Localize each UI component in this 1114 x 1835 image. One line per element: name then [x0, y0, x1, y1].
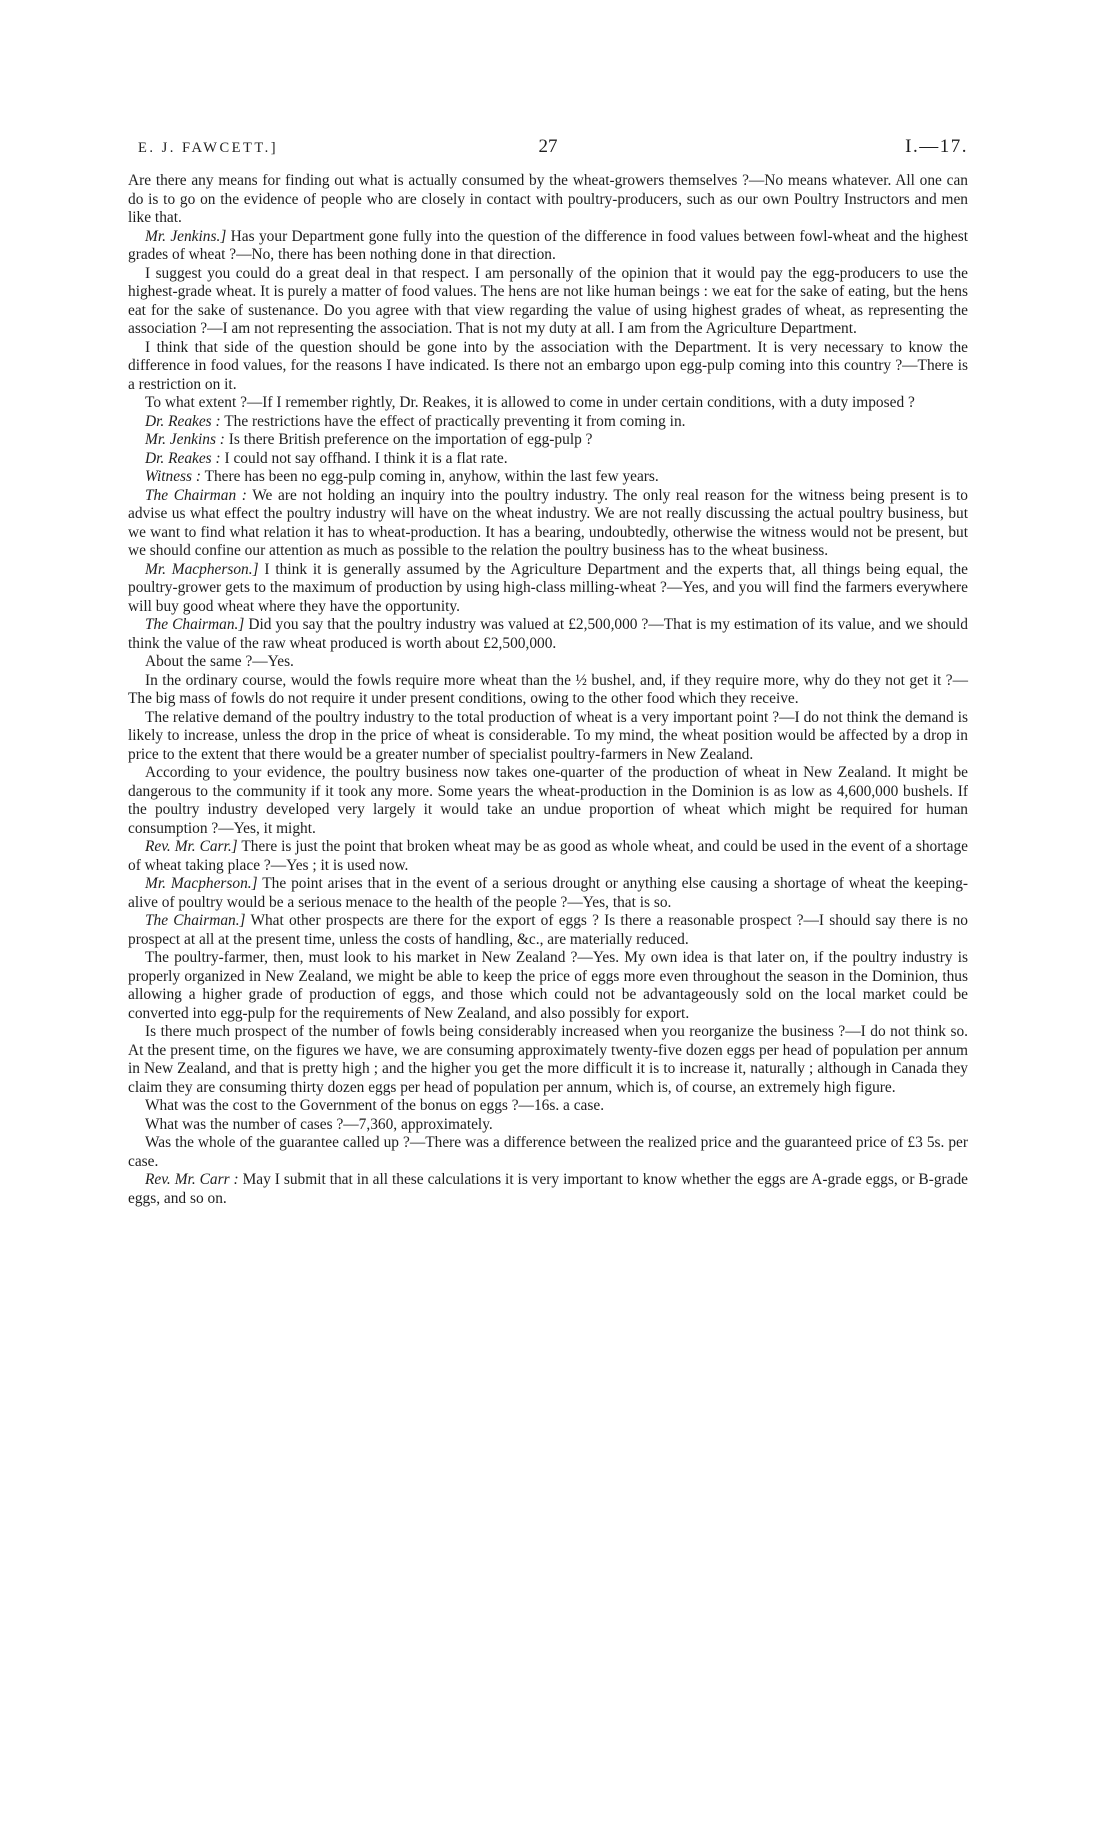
paragraph-text: To what extent ?—If I remember rightly, Dr. Reakes, it is allowed to come in under certain conditions, with a duty imposed ?	[145, 394, 915, 411]
paragraph-text: Did you say that the poultry industry was valued at £2,500,000 ?—That is my estimation of its value, and we should think the value of the raw wheat produced is worth about £2,500,000.	[128, 616, 969, 652]
paragraph	[128, 228, 968, 265]
paragraph-text: What was the cost to the Government of the bonus on eggs ?—16s. a case.	[145, 1097, 605, 1114]
paragraph-text: In the ordinary course, would the fowls require more wheat than the ½ bushel, and, if they require more, why do they not get it ?—The big mass of fowls do not require it under present conditions, owing to the other food which they receive.	[128, 671, 968, 707]
paragraph-text: What was the number of cases ?—7,360, approximately.	[145, 1115, 493, 1133]
paragraph-text: I think that side of the question should be gone into by the association with the Department. It is very necessary to know the difference in food values, for the reasons I have indicated. Is there not an embargo upon egg-pulp coming into this country ?—There is a restriction on it.	[128, 338, 968, 393]
speaker-name: Rev. Mr. Carr :	[145, 1171, 239, 1188]
paragraph-text: Are there any means for finding out what is actually consumed by the wheat-growers themselves ?—No means whatever. All one can do is to go on the evidence of people who are closely in contact with poultry-producers, such as our own Poultry Instructors and men like that.	[128, 172, 968, 226]
paragraph-text: The poultry-farmer, then, must look to his market in New Zealand ?—Yes. My own idea is that later on, if the poultry industry is properly organized in New Zealand, we might be able to keep the price of eggs more even throughout the season in the Dominion, thus allowing a higher grade of production of eggs, and those which could not be advantageously sold on the local market could be converted into egg-pulp for the requirements of New Zealand, and also possibly for export.	[128, 949, 968, 1022]
paragraph-text: May I submit that in all these calculations it is very important to know whether the eggs are A-grade eggs, or B-grade eggs, and so on.	[128, 1171, 969, 1207]
paragraph	[128, 450, 968, 469]
speaker-name: The Chairman.]	[145, 912, 246, 929]
header-witness-name: E. J. FAWCETT.]	[138, 140, 279, 156]
paragraph-text: Is there much prospect of the number of fowls being considerably increased when you reorganize the business ?—I do not think so. At the present time, on the figures we have, we are consuming approximately twenty-five dozen eggs per head of population per annum in New Zealand, and that is pretty high ; and the higher you get the more difficult it is to increase it, naturally ; although in Canada they claim they are consuming thirty dozen eggs per head of population per annum, which is, of course, an extremely high figure.	[128, 1023, 968, 1096]
speaker-name: Witness :	[145, 468, 202, 485]
paragraph	[128, 1023, 968, 1097]
speaker-name: Mr. Jenkins.]	[145, 227, 227, 245]
paragraph-text: What other prospects are there for the export of eggs ? Is there a reasonable prospect ?—I should say there is no prospect at all at the present time, unless the costs of handling, &c., are materially reduced.	[128, 912, 968, 948]
paragraph-text: I suggest you could do a great deal in that respect. I am personally of the opinion that it would pay the egg-producers to use the highest-grade wheat. It is purely a matter of food values. The hens are not like human beings : we eat for the sake of eating, but the hens eat for the sake of sustenance. Do you agree with that view regarding the value of using highest grades of wheat, as representing the association ?—I am not representing the association. That is not my duty at all. I am from the Agriculture Department.	[128, 264, 968, 337]
paper-reference: I.—17.	[905, 136, 968, 157]
paragraph-text: There is just the point that broken wheat may be as good as whole wheat, and could be used in the event of a shortage of wheat taking place ?—Yes ; it is used now.	[128, 838, 968, 874]
paragraph-text: About the same ?—Yes.	[145, 653, 294, 670]
paragraph	[128, 172, 968, 228]
paragraph	[128, 875, 968, 912]
paragraph	[128, 949, 968, 1023]
paragraph-text: Has your Department gone fully into the question of the difference in food values between fowl-wheat and the highest grades of wheat ?—No, there has been nothing done in that direction.	[128, 227, 968, 263]
paragraph	[128, 561, 968, 617]
paragraph-text: There has been no egg-pulp coming in, anyhow, within the last few years.	[201, 468, 659, 485]
paragraph-text: The point arises that in the event of a serious drought or anything else causing a shortage of wheat the keeping-alive of poultry would be a serious menace to the health of the people ?—Yes, that is so.	[128, 875, 969, 911]
paragraph-text: Is there British preference on the importation of egg-pulp ?	[224, 431, 593, 448]
paragraph	[128, 468, 968, 487]
paragraph-text: I think it is generally assumed by the Agriculture Department and the experts that, all things being equal, the poultry-grower gets to the maximum of production by using high-class milling-wheat ?—Yes, and you will find the farmers everywhere will buy good wheat where they have the opportunity.	[128, 560, 968, 615]
speaker-name: Mr. Macpherson.]	[145, 875, 258, 892]
page-number: 27	[538, 136, 558, 157]
page-header	[128, 136, 968, 158]
paragraph	[128, 838, 968, 875]
paragraph	[128, 1116, 968, 1135]
paragraph	[128, 672, 968, 709]
document-body	[128, 172, 968, 1208]
paragraph	[128, 912, 968, 949]
speaker-name: Dr. Reakes :	[145, 412, 221, 430]
paragraph	[128, 339, 968, 395]
paragraph	[128, 413, 968, 432]
paragraph-text: I could not say offhand. I think it is a flat rate.	[220, 449, 508, 467]
paragraph	[128, 394, 968, 413]
paragraph	[128, 1171, 968, 1208]
paragraph	[128, 709, 968, 765]
paragraph	[128, 764, 968, 838]
paragraph-text: According to your evidence, the poultry business now takes one-quarter of the production of wheat in New Zealand. It might be dangerous to the community if it took any more. Some years the wheat-production in the Dominion is as low as 4,600,000 bushels. If the poultry industry developed very largely it would take an undue proportion of wheat which might be required for human consumption ?—Yes, it might.	[128, 764, 968, 837]
paragraph-text: The restrictions have the effect of practically preventing it from coming in.	[220, 412, 686, 430]
paragraph-text: The relative demand of the poultry industry to the total production of wheat is a very important point ?—I do not think the demand is likely to increase, unless the drop in the price of wheat is considerable. To my mind, the wheat position would be affected by a drop in price to the extent that there would be a greater number of specialist poultry-farmers in New Zealand.	[128, 708, 968, 763]
speaker-name: Rev. Mr. Carr.]	[145, 838, 238, 855]
paragraph-text: We are not holding an inquiry into the poultry industry. The only real reason for the witness being present is to advise us what effect the poultry industry will have on the wheat industry. We are not really discussing the actual poultry business, but we want to find what relation it has to wheat-production. It has a bearing, undoubtedly, otherwise the witness would not be present, but we should confine our attention as much as possible to the relation the poultry business has to the wheat business.	[128, 486, 968, 559]
paragraph	[128, 1097, 968, 1116]
paragraph	[128, 265, 968, 339]
paragraph	[128, 487, 968, 561]
speaker-name: Mr. Macpherson.]	[145, 560, 259, 578]
paragraph-text: Was the whole of the guarantee called up ?—There was a difference between the realized price and the guaranteed price of £3 5s. per case.	[128, 1134, 968, 1170]
speaker-name: Dr. Reakes :	[145, 449, 221, 467]
speaker-name: The Chairman.]	[145, 616, 245, 633]
speaker-name: Mr. Jenkins :	[145, 431, 225, 448]
paragraph	[128, 1134, 968, 1171]
paragraph	[128, 616, 968, 653]
paragraph	[128, 653, 968, 672]
paragraph	[128, 431, 968, 450]
speaker-name: The Chairman :	[145, 486, 247, 504]
